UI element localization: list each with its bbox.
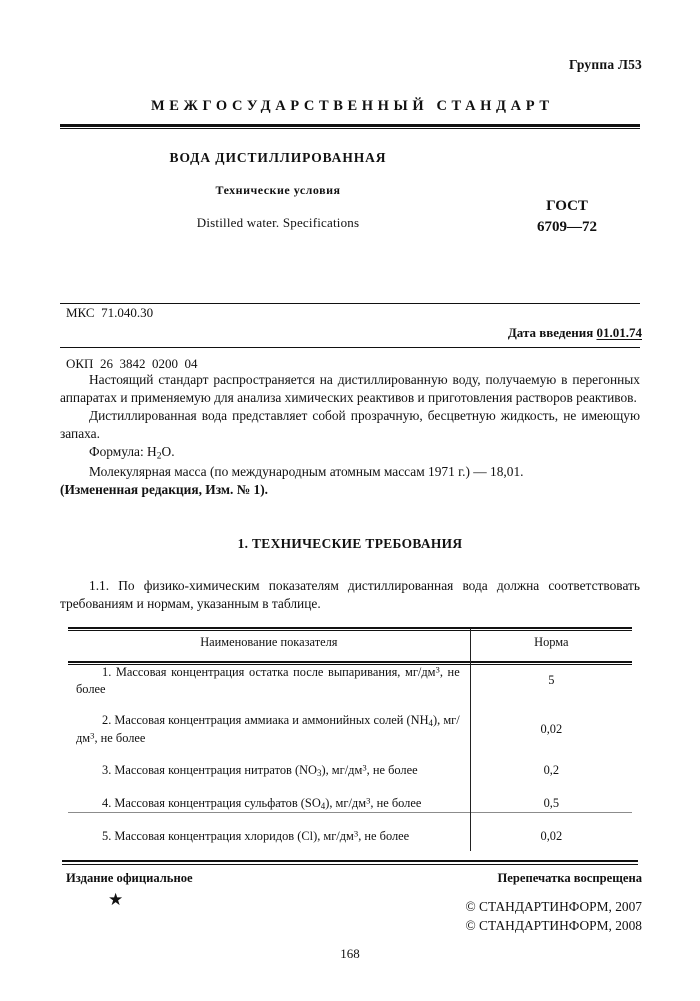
table-header-name: Наименование показателя	[68, 628, 470, 656]
introduction-date	[508, 325, 642, 341]
table-cell-norm-value: 5	[548, 673, 555, 688]
table-header-row	[68, 628, 632, 656]
table-row	[68, 820, 632, 852]
okp-code: ОКП 26 3842 0200 04	[66, 356, 198, 372]
gost-label: ГОСТ	[546, 198, 588, 214]
clause-block	[60, 577, 640, 613]
table-header-value: Норма	[534, 635, 569, 649]
table-cell-norm-value: 0,5	[543, 796, 560, 811]
document-title-english: Distilled water. Specifications	[196, 215, 360, 230]
unit-superscript: 3	[353, 827, 359, 838]
table-cell-indicator-name: 5. Массовая концентрация хлоридов (Cl), $мг/дм^3$, не более	[68, 820, 470, 852]
copyright-line-1: © СТАНДАРТИНФОРМ, 2007	[465, 899, 642, 914]
body-amendment-note: (Измененная редакция, Изм. № 1).	[60, 482, 269, 498]
table-row	[68, 704, 632, 754]
unit-superscript: 3	[90, 730, 95, 741]
page-number: 168	[340, 946, 360, 961]
gost-designation	[492, 196, 642, 237]
specification-table	[68, 628, 632, 851]
group-label: Группа Л53	[568, 57, 642, 72]
codes-divider-rule	[60, 303, 640, 304]
table-body	[68, 656, 632, 851]
body-formula	[60, 443, 640, 463]
table-cell-indicator-name: 3. Массовая концентрация нитратов $(NO_3)$, $мг/дм^3$, не более	[68, 754, 470, 787]
table-cell-norm-value: 0,02	[540, 828, 563, 843]
chemical-subscript: 4	[428, 718, 433, 729]
copyright-line-2: © СТАНДАРТИНФОРМ, 2008	[465, 918, 642, 934]
formula-subscript: 2	[156, 450, 162, 462]
gost-number: 6709—72	[537, 218, 597, 235]
mks-code: МКС 71.040.30	[66, 304, 154, 320]
document-title-block	[78, 150, 478, 231]
standard-banner: МЕЖГОСУДАРСТВЕННЫЙ СТАНДАРТ	[150, 98, 554, 114]
table-cell-indicator-name: 1. Массовая концентрация остатка после выпаривания, $мг/дм^3$, не более	[68, 656, 470, 704]
chemical-subscript: 4	[320, 800, 326, 811]
body-paragraph-1: Настоящий стандарт распространяется на дистиллированную воду, получаемую в перегонных аппаратах и применяемую для анализа химических реактивов и приготовления растворов реактивов.	[60, 372, 640, 406]
star-icon: ★	[108, 890, 124, 909]
chemical-subscript: 3	[317, 767, 322, 778]
table-row	[68, 754, 632, 787]
table-cell-indicator-name: 2. Массовая концентрация аммиака и аммонийных солей $(NH_4)$, $мг/дм^3$, не более	[68, 704, 470, 754]
body-paragraph-2: Дистиллированная вода представляет собой прозрачную, бесцветную жидкость, не имеющую запаха.	[60, 408, 640, 442]
unit-superscript: 3	[366, 794, 371, 805]
introduction-date-label: Дата введения	[507, 325, 594, 340]
unit-superscript: 3	[362, 761, 367, 772]
formula-label: Формула: H	[89, 444, 157, 460]
section-heading: 1. ТЕХНИЧЕСКИЕ ТРЕБОВАНИЯ	[237, 536, 463, 551]
document-title-main: ВОДА ДИСТИЛЛИРОВАННАЯ	[169, 150, 387, 165]
reprint-forbidden-label: Перепечатка воспрещена	[497, 871, 642, 885]
header-divider-rule	[60, 124, 640, 129]
table-cell-norm-value: 0,02	[540, 722, 563, 736]
footer-divider-rule	[62, 860, 638, 865]
introduction-date-value: 01.01.74	[596, 325, 642, 340]
intro-date-divider-rule	[60, 347, 640, 348]
document-title-sub: Технические условия	[215, 183, 341, 197]
official-edition-label: Издание официальное	[66, 871, 193, 885]
table-row	[68, 656, 632, 704]
table-cell-norm-value: 0,2	[543, 763, 560, 778]
table-cell-indicator-name: 4. Массовая концентрация сульфатов $(SO_4)$, $мг/дм^3$, не более	[68, 787, 470, 820]
unit-superscript: 3	[435, 664, 440, 675]
clause-1-1: 1.1. По физико-химическим показателям дистиллированная вода должна соответствовать требованиям и нормам, указанным в таблице.	[60, 578, 640, 612]
document-body	[60, 371, 640, 499]
table-row	[68, 787, 632, 820]
copyright-block	[466, 897, 642, 935]
body-molar-mass: Молекулярная масса (по международным атомным массам 1971 г.) — 18,01.	[89, 464, 524, 480]
formula-tail: O.	[161, 444, 175, 460]
